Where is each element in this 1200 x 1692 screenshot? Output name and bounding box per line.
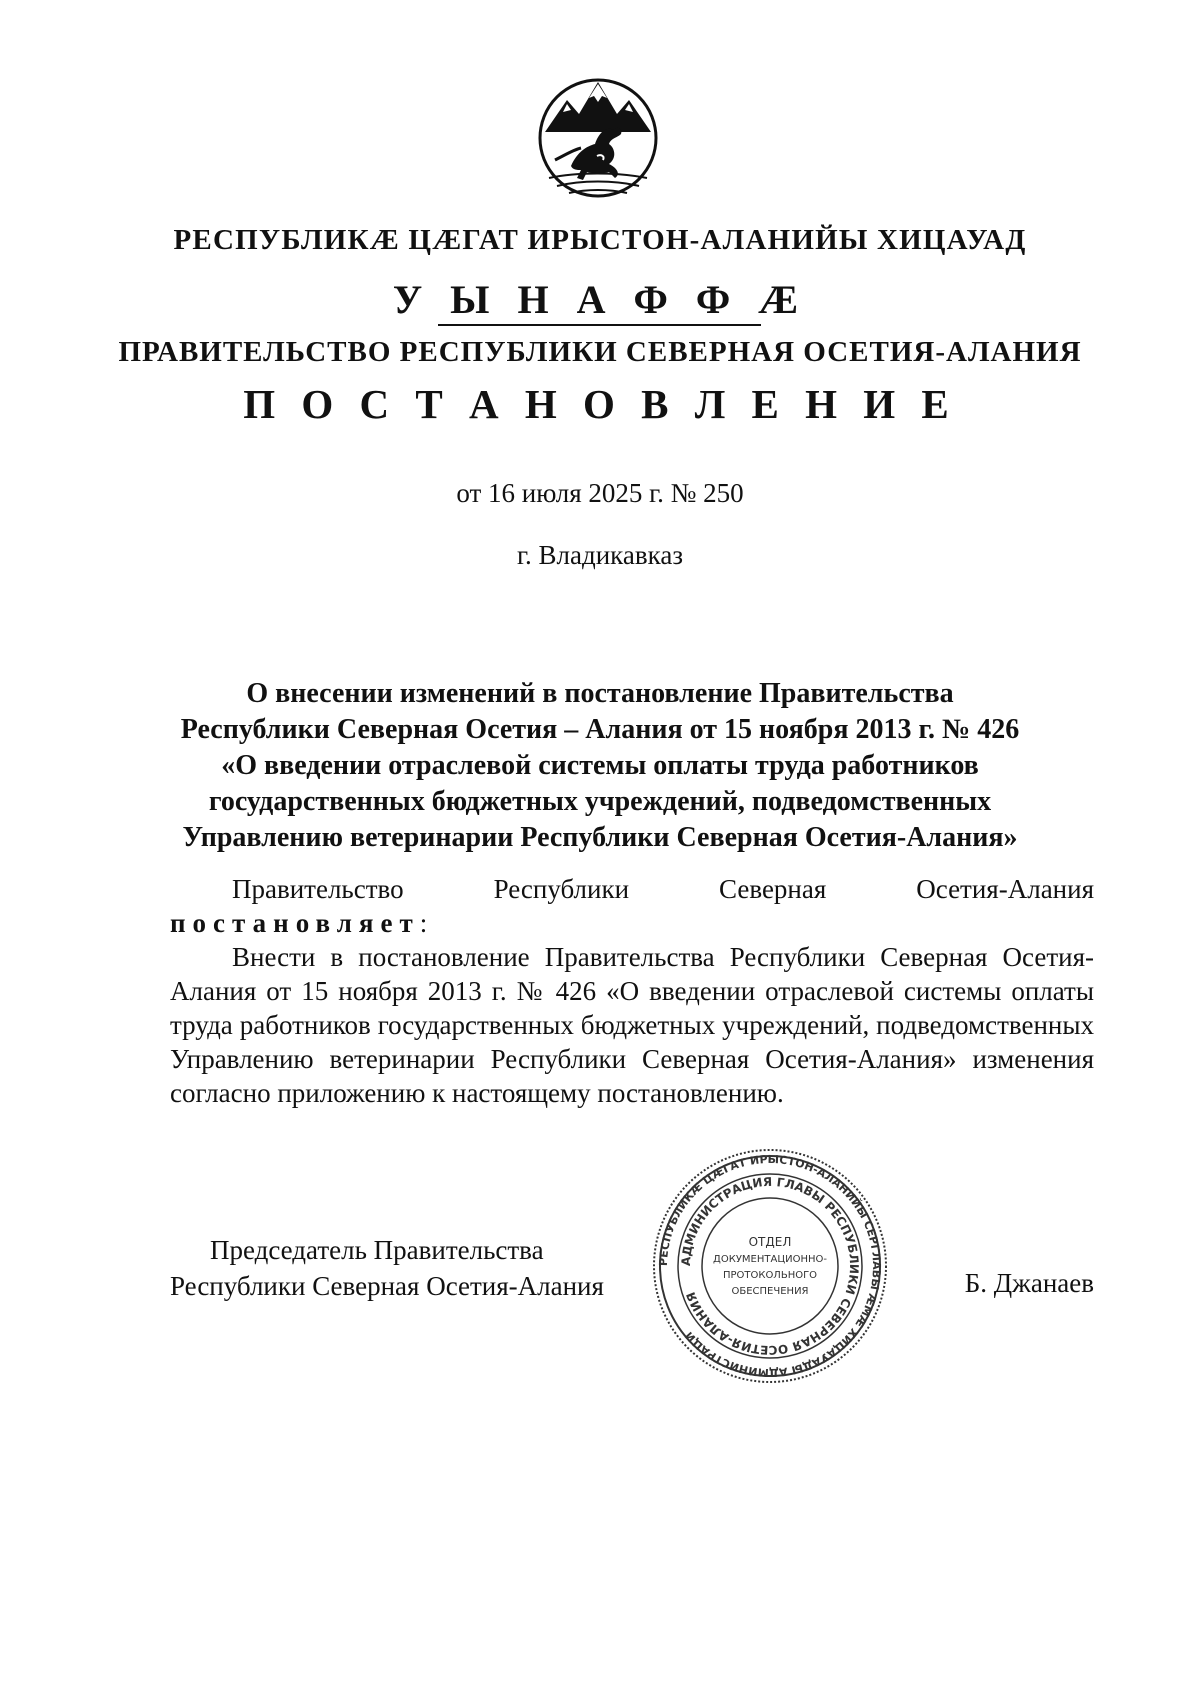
title-line: государственных бюджетных учреждений, подведомственных [208, 786, 992, 817]
title-line: «О введении отраслевой системы оплаты труда работников [221, 750, 979, 781]
document-title [170, 676, 1030, 856]
signatory-name: Б. Джанаев [964, 1268, 1094, 1298]
decree-preamble [170, 872, 1094, 940]
ossetian-organization-name: РЕСПУБЛИКÆ ЦÆГАТ ИРЫСТОН-АЛАНИЙЫ ХИЦАУАД [173, 224, 1027, 256]
title-line: Республики Северная Осетия – Алания от 15 ноября 2013 г. № 426 [180, 714, 1020, 745]
ossetian-document-type: У Ы Н А Ф Ф Æ [392, 277, 808, 322]
decree-paragraph: Внести в постановление Правительства Республики Северная Осетия-Алания от 15 ноября 2013 г. № 426 «О введении отраслевой системы оплаты труда работников государственных бюджетных учреждений, подведомственных Управлению ветеринарии Республики Северная Осетия-Алания» изменения согласно приложению к настоящему постановлению. [170, 942, 1094, 1108]
signatory-position [170, 1232, 604, 1304]
preamble-colon: : [419, 908, 428, 938]
russian-document-type: П О С Т А Н О В Л Е Н И Е [243, 381, 957, 427]
signatory-position-line: Председатель Правительства [210, 1235, 544, 1265]
preamble-text: Правительство Республики Северная Осетия-Алания [232, 874, 1094, 904]
stamp-center-line: ПРОТОКОЛЬНОГО [722, 1270, 818, 1281]
stamp-center-line: ОБЕСПЕЧЕНИЯ [731, 1286, 809, 1297]
stamp-inner-text: АДМИНИСТРАЦИЯ ГЛАВЫ РЕСПУБЛИКИ СЕВЕРНАЯ ОСЕТИЯ-АЛАНИЯ [678, 1174, 862, 1358]
stamp-center-line: ДОКУМЕНТАЦИОННО- [713, 1254, 827, 1265]
document-date-number: от 16 июля 2025 г. № 250 [456, 478, 744, 508]
official-stamp [650, 1146, 890, 1386]
stamp-center-line: ОТДЕЛ [748, 1235, 792, 1249]
title-line: О внесении изменений в постановление Правительства [246, 678, 954, 709]
signatory-position-line: Республики Северная Осетия-Алания [170, 1271, 604, 1301]
header-divider [438, 324, 761, 326]
title-line: Управлению ветеринарии Республики Северная Осетия-Алания» [182, 822, 1018, 853]
decree-word: постановляет [170, 908, 420, 938]
russian-organization-name: ПРАВИТЕЛЬСТВО РЕСПУБЛИКИ СЕВЕРНАЯ ОСЕТИЯ-АЛАНИЯ [118, 336, 1082, 368]
coat-of-arms-emblem [537, 74, 659, 202]
stamp-outer-text: РЕСПУБЛИКÆ ЦÆГАТ ИРЫСТОН-АЛАНИЙЫ СЕРГЛАВЫ ÆМÆ ХИЦАУАДЫ АДМИНИСТРАЦИ [656, 1152, 884, 1380]
document-city: г. Владикавказ [517, 540, 683, 570]
